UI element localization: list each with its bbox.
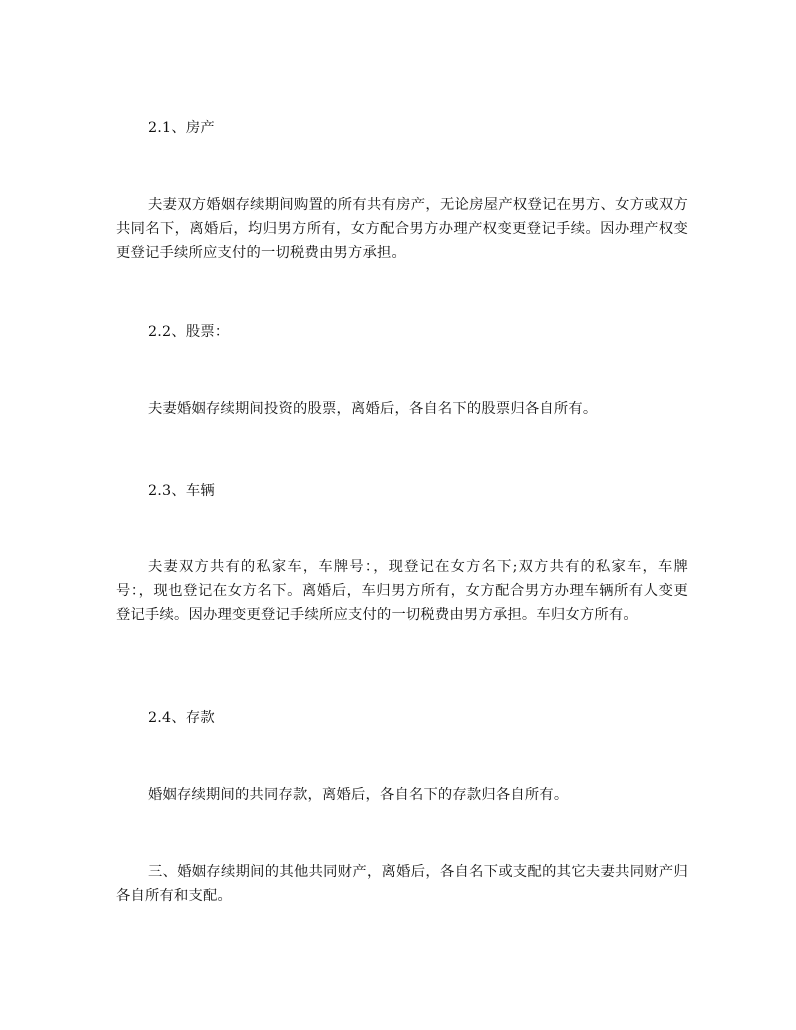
section-2-1-paragraph: 夫妻双方婚姻存续期间购置的所有共有房产，无论房屋产权登记在男方、女方或双方共同名下，离婚后，均归男方所有，女方配合男方办理产权变更登记手续。因办理产权变更登记手续所应支付的一切税费由男方承担。 (116, 197, 688, 261)
section-2-2-heading: 2.2、股票： (148, 324, 230, 340)
section-2-1-heading: 2.1、房产 (148, 120, 215, 136)
closing-paragraph: 三、婚姻存续期间的其他共同财产，离婚后，各自名下或支配的其它夫妻共同财产归各自所有和支配。 (116, 864, 688, 904)
section-2-4-heading: 2.4、存款 (148, 710, 215, 726)
section-2-3-heading: 2.3、车辆 (148, 483, 215, 499)
section-2-3-paragraph: 夫妻双方共有的私家车，车牌号：，现登记在女方名下;双方共有的私家车，车牌号：，现也登记在女方名下。离婚后，车归男方所有，女方配合男方办理车辆所有人变更登记手续。因办理变更登记手续所应支付的一切税费由男方承担。车归女方所有。 (116, 559, 688, 623)
section-2-2-paragraph: 夫妻婚姻存续期间投资的股票，离婚后，各自名下的股票归各自所有。 (148, 401, 598, 417)
section-2-4-paragraph: 婚姻存续期间的共同存款，离婚后，各自名下的存款归各自所有。 (148, 787, 569, 803)
